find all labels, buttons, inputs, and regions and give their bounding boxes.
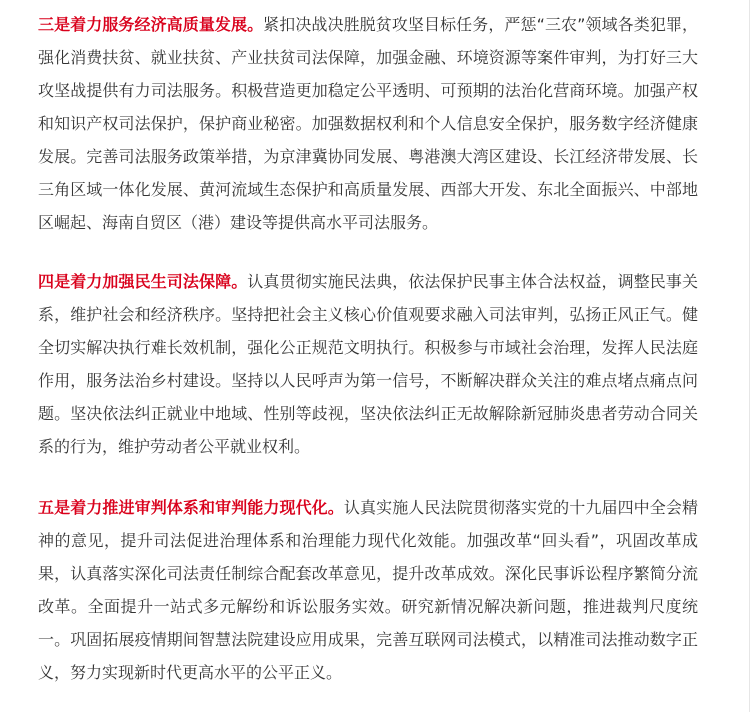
paragraph-lead-heading: 四是着力加强民生司法保障。 <box>38 272 248 291</box>
paragraph-judicial-modernization <box>38 491 698 689</box>
paragraph-lead-heading: 五是着力推进审判体系和审判能力现代化。 <box>38 498 344 517</box>
paragraph-body-text: 认真贯彻实施民法典，依法保护民事主体合法权益，调整民事关系，维护社会和经济秩序。坚持把社会主义核心价值观要求融入司法审判，弘扬正风正气。健全切实解决执行难长效机制，强化公正规范文明执行。积极参与市域社会治理，发挥人民法庭作用，服务法治乡村建设。坚持以人民呼声为第一信号，不断解决群众关注的难点堵点痛点问题。坚决依法纠正就业中地域、性别等歧视，坚决依法纠正无故解除新冠肺炎患者劳动合同关系的行为，维护劳动者公平就业权利。 <box>38 272 698 456</box>
paragraph-lead-heading: 三是着力服务经济高质量发展。 <box>38 15 264 34</box>
paragraph-body-text: 紧扣决战决胜脱贫攻坚目标任务，严惩“三农”领域各类犯罪，强化消费扶贫、就业扶贫、产业扶贫司法保障，加强金融、环境资源等案件审判，为打好三大攻坚战提供有力司法服务。积极营造更加稳定公平透明、可预期的法治化营商环境。加强产权和知识产权司法保护，保护商业秘密。加强数据权利和个人信息安全保护，服务数字经济健康发展。完善司法服务政策举措，为京津冀协同发展、粤港澳大湾区建设、长江经济带发展、长三角区域一体化发展、黄河流域生态保护和高质量发展、西部大开发、东北全面振兴、中部地区崛起、海南自贸区（港）建设等提供高水平司法服务。 <box>38 15 698 232</box>
paragraph-livelihood-protection <box>38 265 698 463</box>
paragraph-economic-development <box>38 8 698 239</box>
paragraph-body-text: 认真实施人民法院贯彻落实党的十九届四中全会精神的意见，提升司法促进治理体系和治理能力现代化效能。加强改革“回头看”，巩固改革成果，认真落实深化司法责任制综合配套改革意见，提升改革成效。深化民事诉讼程序繁简分流改革。全面提升一站式多元解纷和诉讼服务实效。研究新情况解决新问题，推进裁判尺度统一。巩固拓展疫情期间智慧法院建设应用成果，完善互联网司法模式，以精准司法推动数字正义，努力实现新时代更高水平的公平正义。 <box>38 498 698 682</box>
